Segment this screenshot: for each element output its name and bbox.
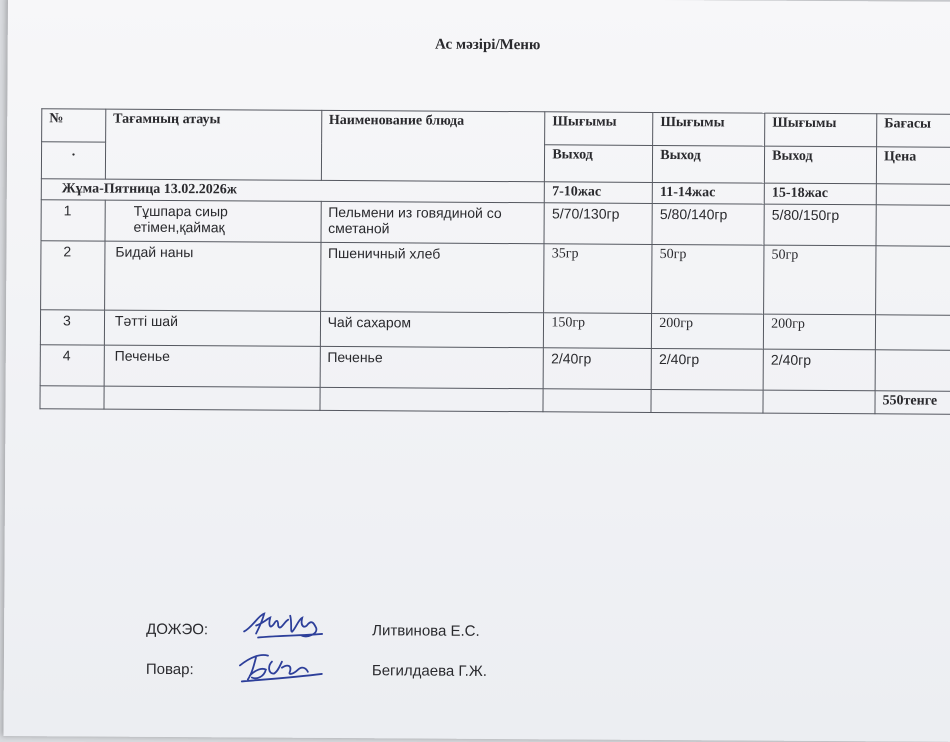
dish-name-ru: Чай сахаром [320,311,544,347]
total-empty-cell [763,390,875,414]
yield-age-3: 200гр [763,314,875,350]
yield-age-2: 5/80/140гр [652,203,764,245]
page-title: Ас мәзірі/Меню [434,36,541,54]
handwritten-signature-icon [238,605,338,646]
age-group-1: 7-10жас [545,182,653,204]
dish-price [876,246,950,316]
yield-age-2: 2/40гр [651,348,763,390]
row-number: 3 [40,310,104,345]
dish-name-ru: Печенье [320,346,544,388]
day-label: Жұма-Пятница 13.02.2026ж [41,179,544,203]
dish-price [876,205,950,247]
signature-label: ДОЖЭО: [146,620,209,639]
dish-name-ru: Пшеничный хлеб [320,242,544,312]
row-number: 1 [41,200,105,241]
header-name-ru: Наименование блюда [321,110,545,181]
yield-age-2: 50гр [652,244,764,314]
header-output-2: Выход [653,145,765,183]
yield-age-1: 2/40гр [543,348,651,390]
total-empty-cell [543,389,651,413]
yield-age-3: 2/40гр [763,349,875,391]
dish-price [875,350,950,392]
header-number: № [42,109,106,142]
header-yield-1: Шығымы [545,112,653,146]
total-empty-cell [651,389,763,413]
yield-age-1: 35гр [544,244,652,314]
total-price: 550тенге [875,391,950,415]
yield-age-1: 150гр [544,313,652,349]
dish-price [875,315,950,351]
header-yield-2: Шығымы [653,112,765,146]
dish-name-kz: Тұшпара сиыр етімен,қаймақ [105,200,321,242]
table-row [41,241,950,316]
signature-name: Литвинова Е.С. [372,622,480,640]
total-row [40,386,950,415]
signature-name: Бегилдаева Г.Ж. [371,662,487,680]
header-row [42,109,950,148]
table-row [41,200,950,247]
total-empty-cell [104,386,320,410]
yield-age-3: 50гр [764,245,876,315]
header-price-ru: Цена [876,147,950,185]
total-empty-cell [320,387,544,411]
header-yield-3: Шығымы [765,113,877,147]
dish-name-ru: Пельмени из говядиной со сметаной [321,201,545,243]
age-group-3: 15-18жас [764,183,876,205]
dish-name-kz: Бидай наны [104,241,320,311]
row-number: 2 [41,241,105,310]
yield-age-1: 5/70/130гр [544,203,652,245]
dish-name-kz: Тәтті шай [104,310,320,346]
day-price-empty [876,184,950,206]
header-output-1: Выход [545,145,653,183]
row-number: 4 [40,345,104,386]
age-group-2: 11-14жас [652,182,764,204]
yield-age-2: 200гр [652,313,764,349]
yield-age-3: 5/80/150гр [764,204,876,246]
header-number-dot: . [41,142,105,179]
table-row [40,345,950,392]
menu-table [39,108,950,415]
table-row [40,310,950,351]
handwritten-signature-icon [232,647,332,688]
header-name-kz: Тағамның атауы [105,109,321,180]
dish-name-kz: Печенье [104,345,320,387]
header-price: Бағасы [877,114,950,148]
header-output-3: Выход [764,146,876,184]
total-empty-cell [40,386,104,409]
paper-sheet [3,0,950,742]
signature-label: Повар: [145,660,194,679]
